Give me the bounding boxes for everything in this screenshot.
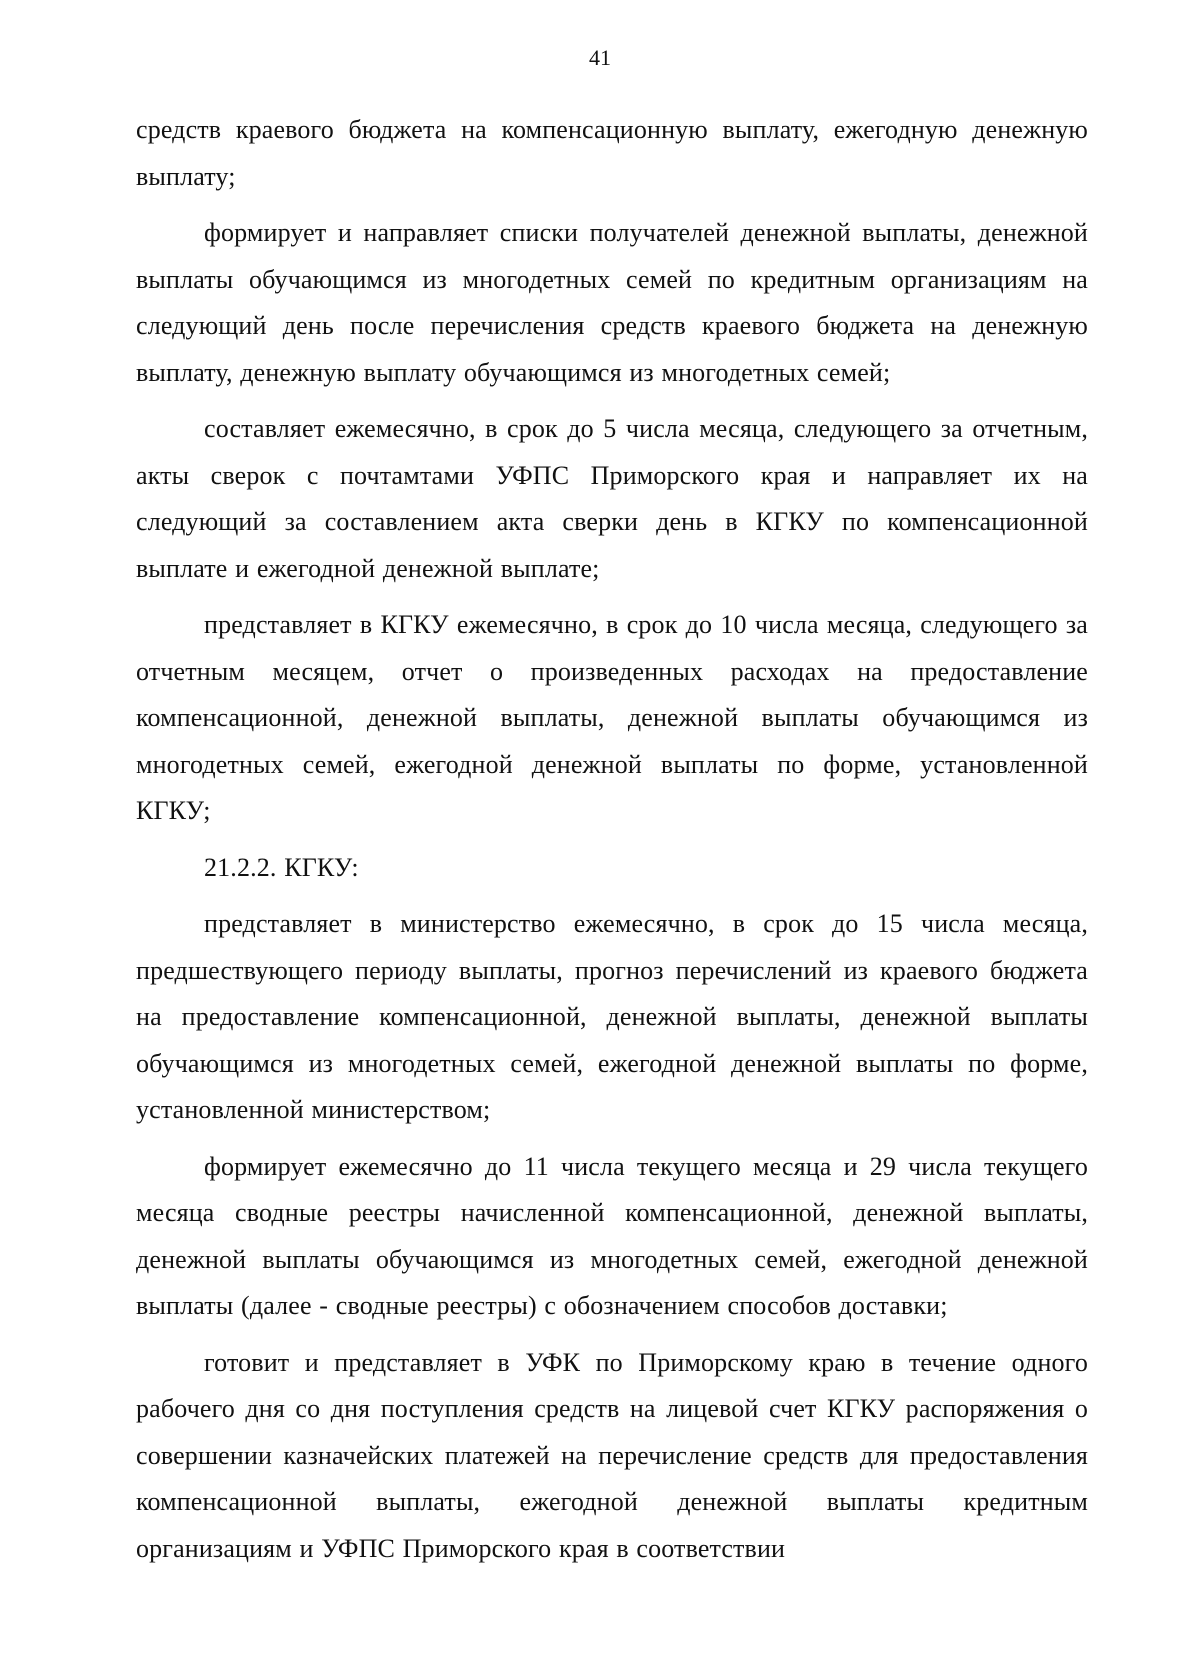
paragraph: формирует ежемесячно до 11 числа текущего месяца и 29 числа текущего месяца сводные реестры начисленной компенсационной, денежной выплаты, денежной выплаты обучающимся из многодетных семей, ежегодной денежной выплаты (далее - сводные реестры) с обозначением способов доставки; xyxy=(136,1151,1088,1320)
document-body xyxy=(136,107,1088,1582)
page-number: 41 xyxy=(589,45,611,70)
paragraph: представляет в министерство ежемесячно, в срок до 15 числа месяца, предшествующего периоду выплаты, прогноз перечислений из краевого бюджета на предоставление компенсационной, денежной выплаты, денежной выплаты обучающимся из многодетных семей, ежегодной денежной выплаты по форме, установленной министерством; xyxy=(136,909,1088,1124)
paragraph: готовит и представляет в УФК по Приморскому краю в течение одного рабочего дня со дня поступления средств на лицевой счет КГКУ распоряжения о совершении казначейских платежей на перечисление средств для предоставления компенсационной выплаты, ежегодной денежной выплаты кредитным организациям и УФПС Приморского края в соответствии xyxy=(136,1347,1088,1563)
paragraph: составляет ежемесячно, в срок до 5 числа месяца, следующего за отчетным, акты сверок с почтамтами УФПС Приморского края и направляет их на следующий за составлением акта сверки день в КГКУ по компенсационной выплате и ежегодной денежной выплате; xyxy=(136,414,1088,583)
paragraph: 21.2.2. КГКУ: xyxy=(204,852,359,882)
paragraph: представляет в КГКУ ежемесячно, в срок до 10 числа месяца, следующего за отчетным месяцем, отчет о произведенных расходах на предоставление компенсационной, денежной выплаты, денежной выплаты обучающимся из многодетных семей, ежегодной денежной выплаты по форме, установленной КГКУ; xyxy=(136,610,1088,825)
paragraph: формирует и направляет списки получателей денежной выплаты, денежной выплаты обучающимся из многодетных семей по кредитным организациям на следующий день после перечисления средств краевого бюджета на денежную выплату, денежную выплату обучающимся из многодетных семей; xyxy=(136,218,1088,387)
paragraph: средств краевого бюджета на компенсационную выплату, ежегодную денежную выплату; xyxy=(136,115,1088,191)
